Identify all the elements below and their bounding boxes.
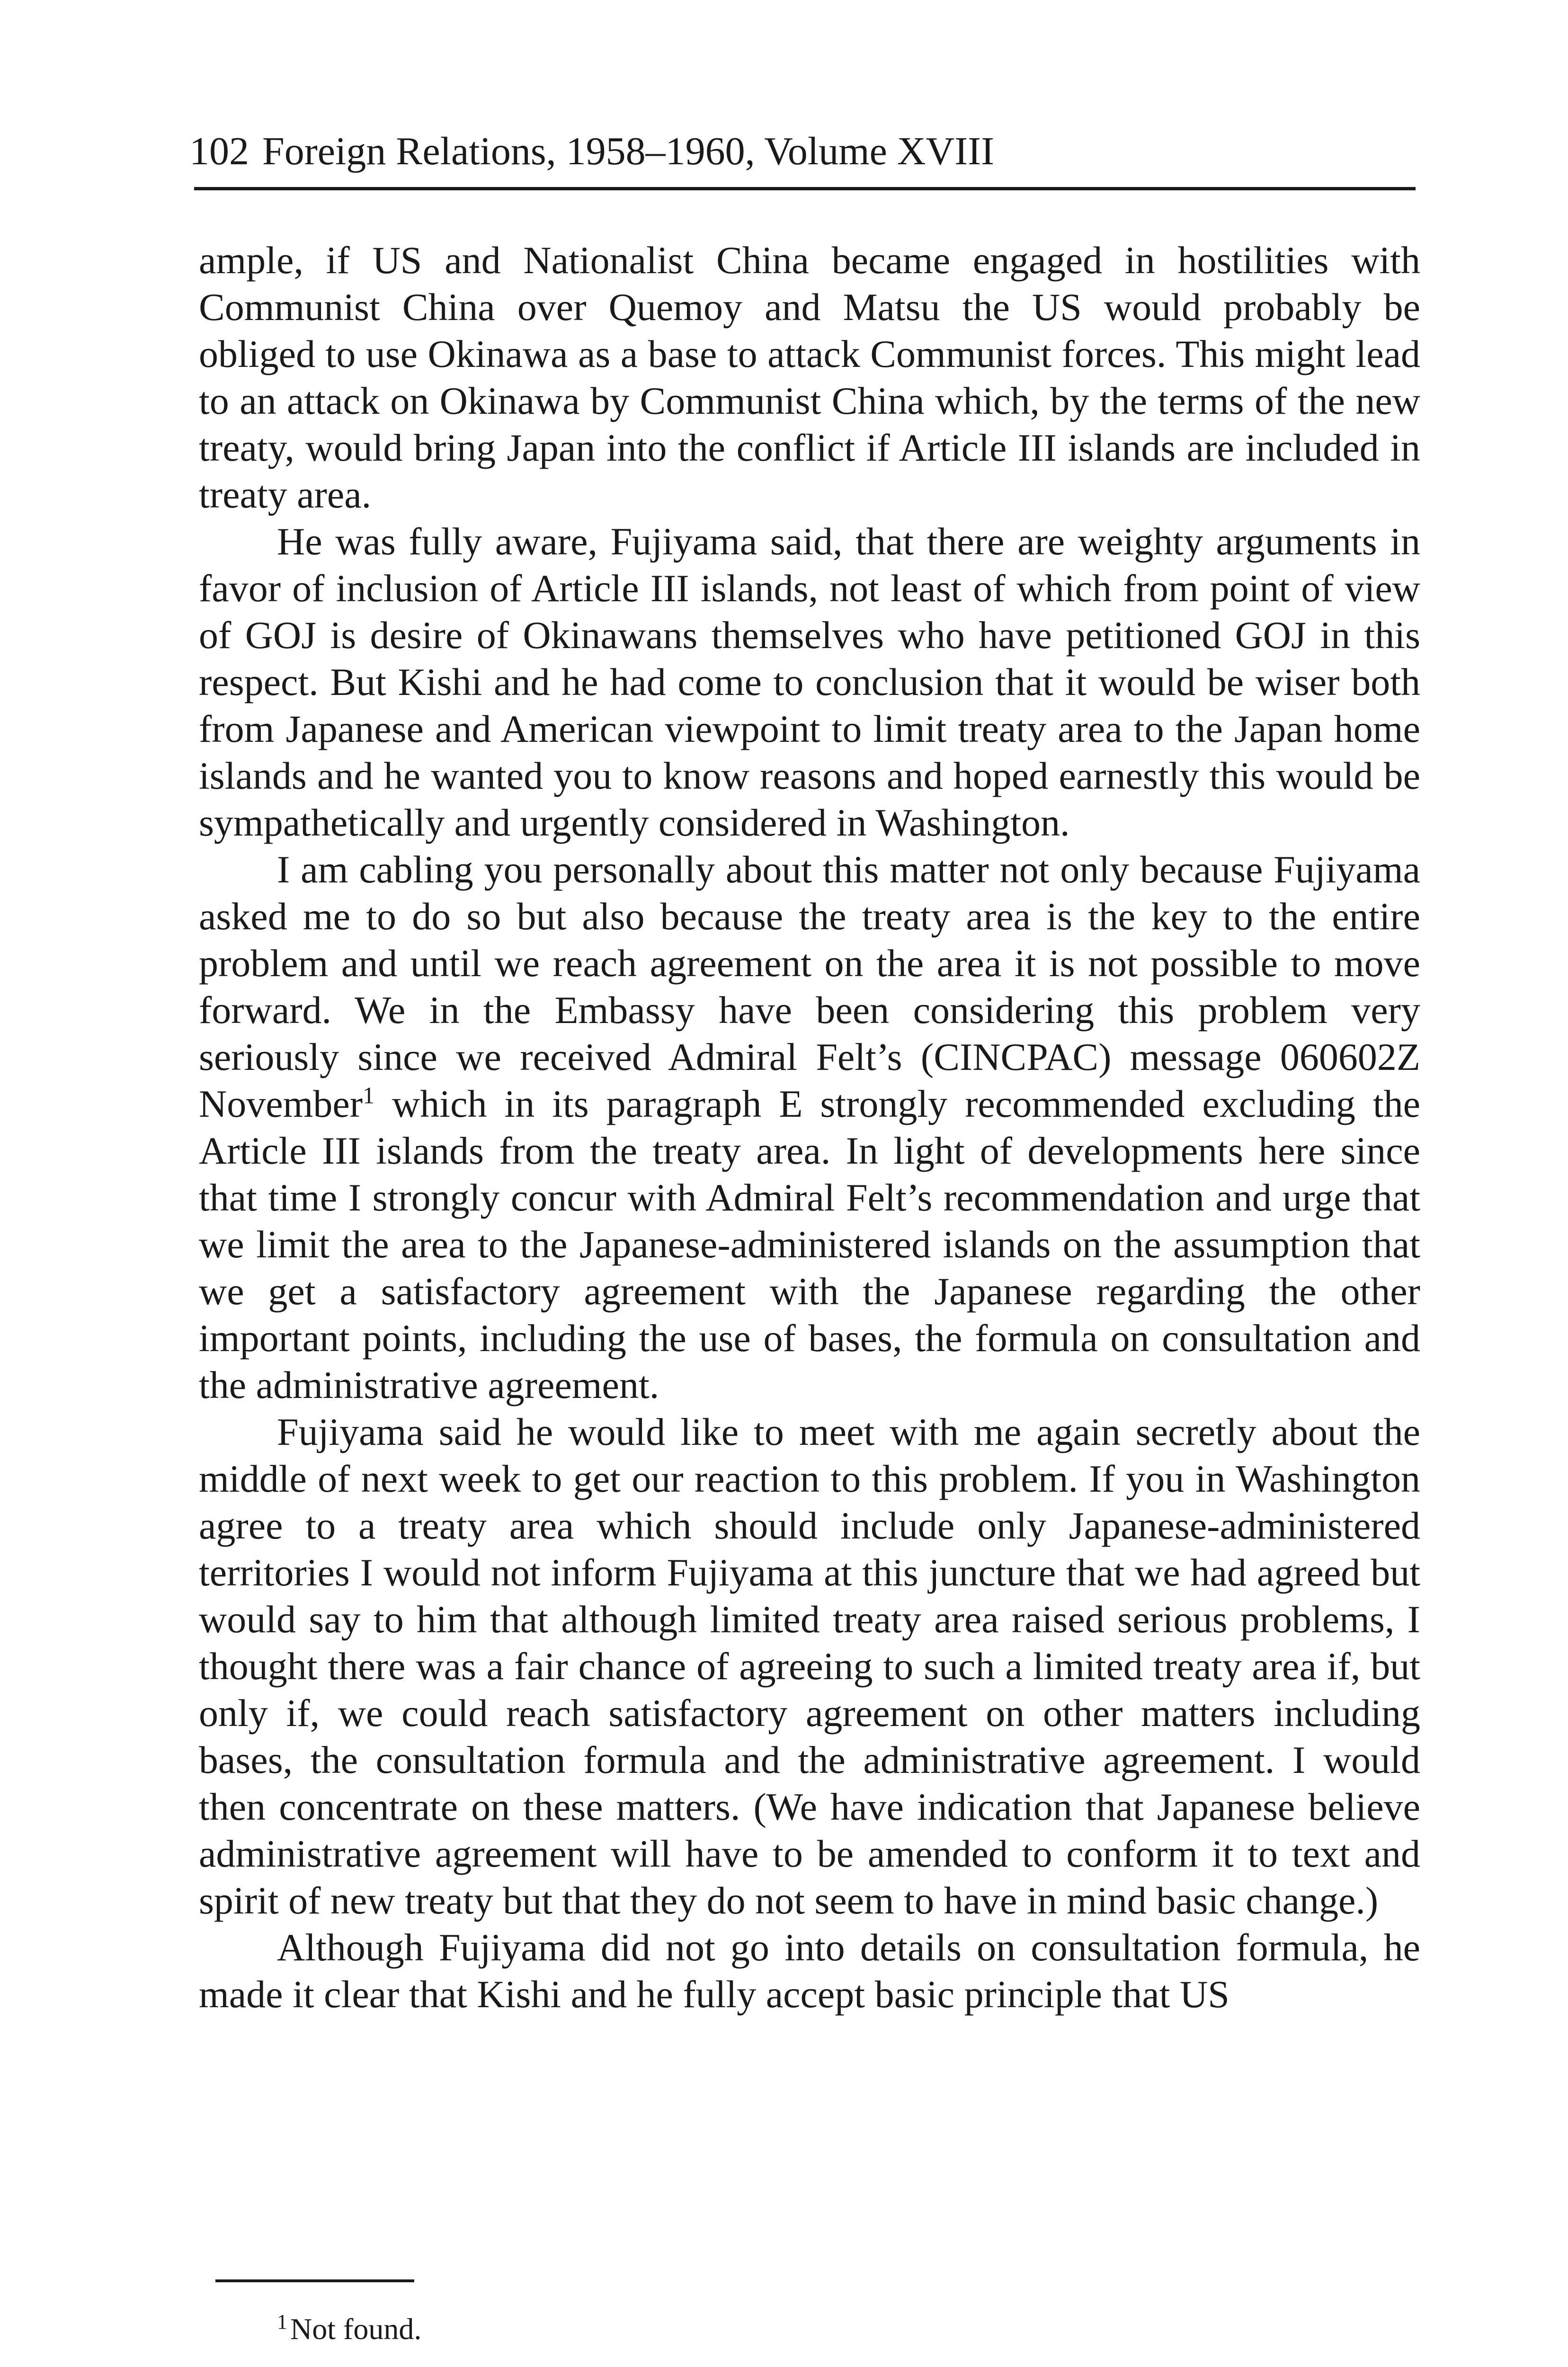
running-title: Foreign Relations, 1958–1960, Volume XVIII — [262, 129, 995, 173]
header-rule — [194, 187, 1416, 190]
paragraph-5: Although Fujiyama did not go into details on consultation formula, he made it clear that Kishi and he fully accept basic principle that US — [199, 1926, 1420, 2016]
footnote-marker: 1 — [277, 2310, 287, 2333]
footnote — [277, 2310, 421, 2348]
running-header — [189, 128, 1420, 175]
paragraph-3-text-b: which in its paragraph E strongly recommended excluding the Article III islands from the treaty area. In light of developments here since that time I strongly concur with Admiral Felt’s recommendation and urge that we limit the area to the Japanese-administered islands on the assumption that we get a satisfactory agreement with the Japanese regarding the other important points, including the use of bases, the formula on consultation and the administrative agreement. — [199, 1082, 1420, 1406]
paragraph-3 — [199, 846, 1420, 1408]
paragraph-3-text-a: I am cabling you personally about this matter not only because Fujiyama asked me to do so but also because the treaty area is the key to the entire problem and until we reach agreement on the area it is not possible to move forward. We in the Embassy have been considering this problem very seriously since we received Admiral Felt’s (CINCPAC) message 060602Z November — [199, 848, 1420, 1125]
body-text — [199, 237, 1420, 2018]
footnote-text: Not found. — [290, 2312, 422, 2346]
footnote-rule — [215, 2279, 414, 2282]
footnote-reference: 1 — [363, 1082, 375, 1109]
page-number: 102 — [189, 129, 249, 173]
paragraph-4: Fujiyama said he would like to meet with me again secretly about the middle of next week to get our reaction to this problem. If you in Washington agree to a treaty area which should include only Japanese-administered territories I would not inform Fujiyama at this juncture that we had agreed but would say to him that although limited treaty area raised serious problems, I thought there was a fair chance of agreeing to such a limited treaty area if, but only if, we could reach satisfactory agreement on other matters including bases, the consultation formula and the administrative agreement. I would then concentrate on these matters. (We have indication that Japanese believe administrative agreement will have to be amended to conform it to text and spirit of new treaty but that they do not seem to have in mind basic change.) — [199, 1410, 1420, 1922]
paragraph-1: ample, if US and Nationalist China became engaged in hostilities with Communist China over Quemoy and Matsu the US would probably be obliged to use Okinawa as a base to attack Communist forces. This might lead to an attack on Okinawa by Communist China which, by the terms of the new treaty, would bring Japan into the conflict if Article III islands are included in treaty area. — [199, 239, 1420, 516]
paragraph-2: He was fully aware, Fujiyama said, that there are weighty arguments in favor of inclusion of Article III islands, not least of which from point of view of GOJ is desire of Okinawans themselves who have petitioned GOJ in this respect. But Kishi and he had come to conclusion that it would be wiser both from Japanese and American viewpoint to limit treaty area to the Japan home islands and he wanted you to know reasons and hoped earnestly this would be sympathetically and urgently considered in Washington. — [199, 520, 1420, 844]
